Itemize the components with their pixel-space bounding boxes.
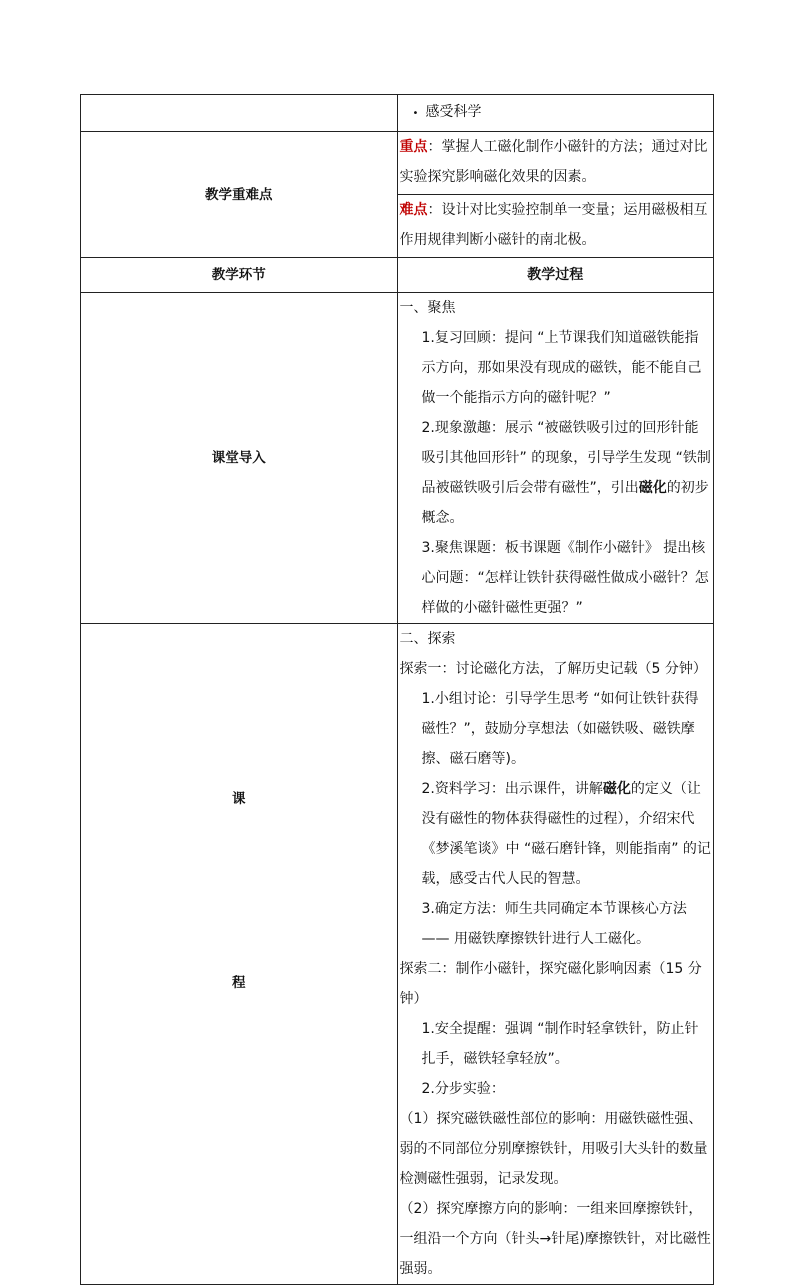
step-item: （2）探究摩擦方向的影响：一组来回摩擦铁针，一组沿一个方向（针头→针尾)摩擦铁针，对比磁性强弱。 [399, 1201, 711, 1277]
list-item: 1.复习回顾：提问 “上节课我们知道磁铁能指示方向，那如果没有现成的磁铁，能不能自己做一个能指示方向的磁针呢？” [421, 330, 702, 406]
key-point-tag: 重点 [399, 139, 428, 155]
list-item: 2.分步实验： [421, 1081, 505, 1097]
bold-term: 磁化 [602, 781, 631, 797]
header-process: 教学过程 [397, 258, 714, 293]
process-content [397, 624, 714, 1285]
list-item: 3.确定方法：师生共同确定本节课核心方法 —— 用磁铁摩擦铁针进行人工磁化。 [421, 901, 687, 947]
list-item-text: 2.资料学习：出示课件，讲解 [421, 781, 603, 797]
key-difficult-label: 教学重难点 [81, 132, 398, 258]
table-row [81, 258, 714, 293]
list-item-text: 2.现象激趣：展示 “被磁铁吸引过的回形针能吸引其他回形针” 的现象，引导学生发现 “铁制品被磁铁吸引后会带有磁性”，引出 [421, 420, 711, 496]
explore-heading: 探索二：制作小磁针，探究磁化影响因素（15 分钟） [399, 961, 702, 1007]
table-row [81, 293, 714, 624]
lesson-plan-table [80, 94, 714, 1285]
difficult-point-tag: 难点 [399, 202, 428, 218]
key-point-cell [397, 132, 714, 195]
table-row [81, 624, 714, 1285]
list-item: 3.聚焦课题：板书课题《制作小磁针》 提出核心问题：“怎样让铁针获得磁性做成小磁针？怎样做的小磁针磁性更强？” [421, 540, 709, 616]
list-item-text: 的初步概念。 [421, 480, 709, 526]
list-item [400, 413, 712, 533]
difficult-point-cell [397, 195, 714, 258]
list-item [397, 95, 714, 132]
empty-cell [81, 95, 398, 132]
intro-label: 课堂导入 [81, 293, 398, 624]
section-heading: 一、聚焦 [399, 300, 456, 316]
bullet-icon: • [412, 108, 419, 119]
table-row [81, 132, 714, 195]
section-heading: 二、探索 [399, 631, 456, 647]
explore-heading: 探索一：讨论磁化方法，了解历史记载（5 分钟） [399, 661, 707, 677]
bold-term: 磁化 [638, 480, 667, 496]
intro-content [397, 293, 714, 624]
list-item [400, 774, 712, 894]
list-item-text: 的定义（让没有磁性的物体获得磁性的过程），介绍宋代《梦溪笔谈》中 “磁石磨针锋，则能指南” 的记载，感受古代人民的智慧。 [421, 781, 711, 887]
difficult-point-text: ：设计对比实验控制单一变量；运用磁极相互作用规律判断小磁针的南北极。 [399, 202, 708, 248]
list-item: 1.安全提醒：强调 “制作时轻拿铁针，防止针扎手，磁铁轻拿轻放”。 [421, 1021, 699, 1067]
list-item: 1.小组讨论：引导学生思考 “如何让铁针获得磁性？”，鼓励分享想法（如磁铁吸、磁铁摩擦、磁石磨等)。 [421, 691, 699, 767]
table-row [81, 95, 714, 132]
key-point-text: ：掌握人工磁化制作小磁针的方法；通过对比实验探究影响磁化效果的因素。 [399, 139, 708, 185]
process-label-bottom: 程 [232, 975, 246, 991]
process-label-top: 课 [232, 791, 246, 807]
list-item-text: 感受科学 [425, 104, 482, 120]
step-item: （1）探究磁铁磁性部位的影响：用磁铁磁性强、弱的不同部位分别摩擦铁针，用吸引大头针的数量检测磁性强弱，记录发现。 [399, 1111, 708, 1187]
header-stage: 教学环节 [81, 258, 398, 293]
process-label [81, 624, 398, 1285]
